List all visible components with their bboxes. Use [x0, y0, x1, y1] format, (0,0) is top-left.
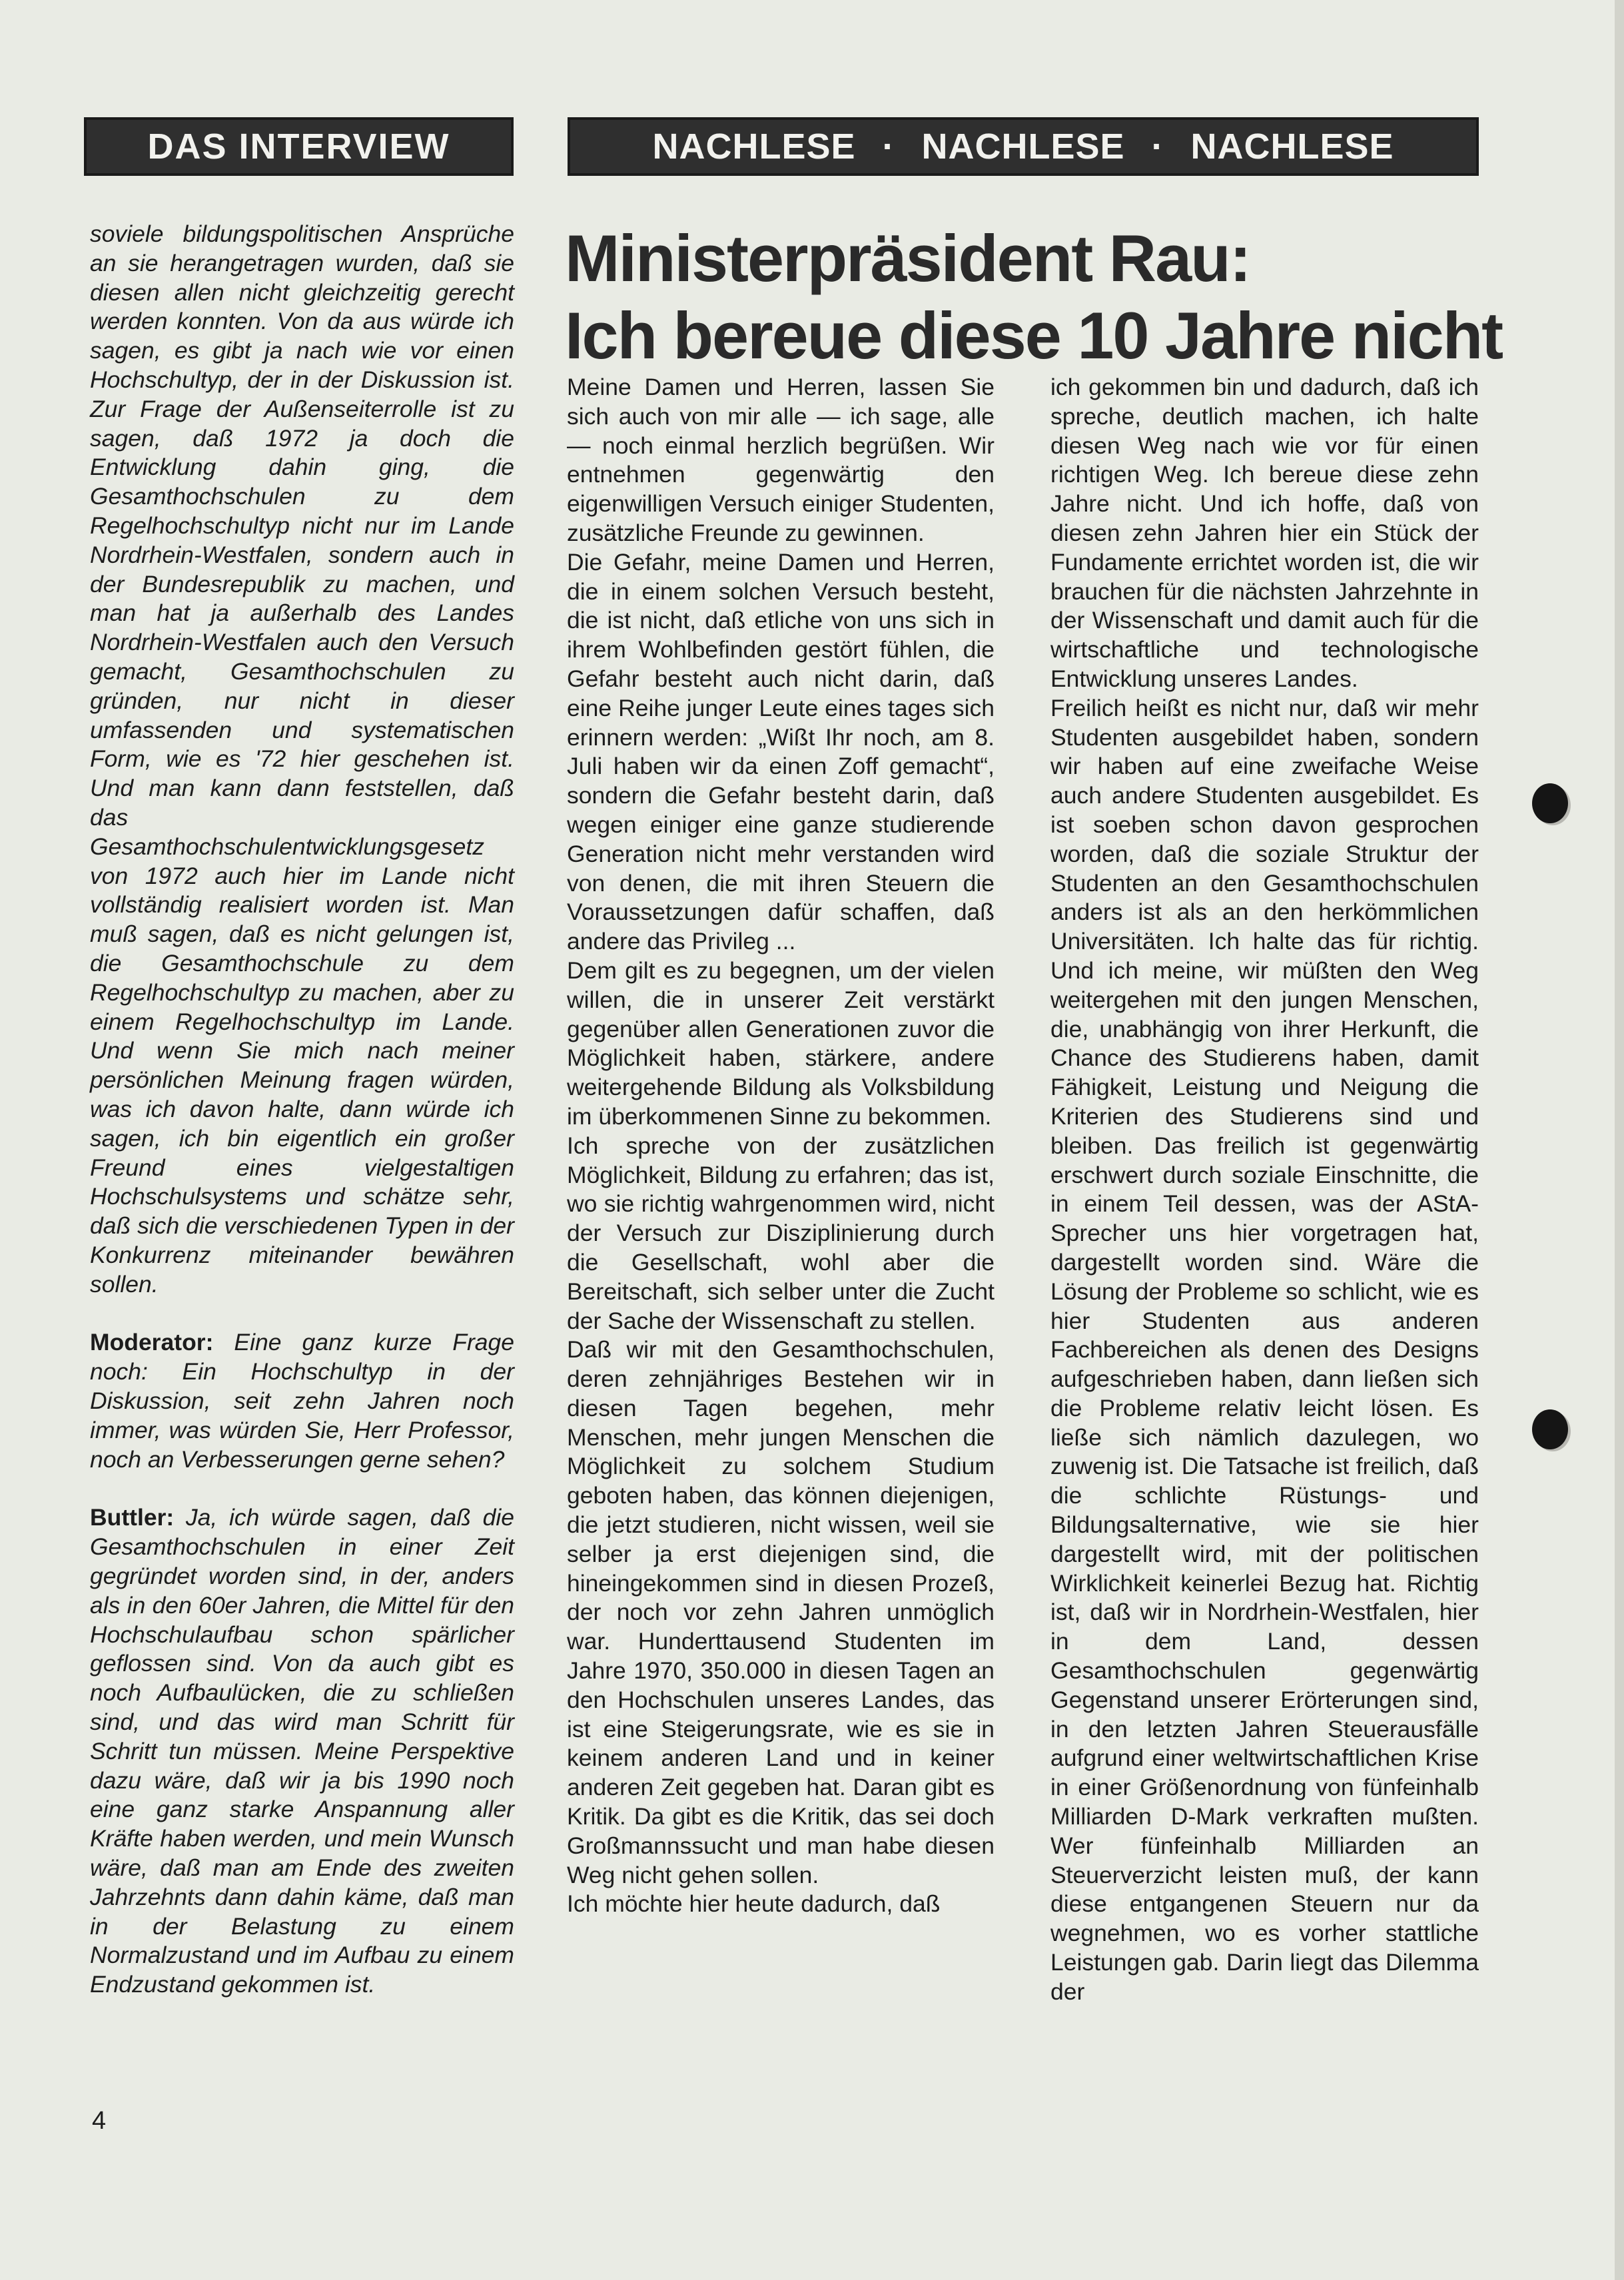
section-banner-interview: DAS INTERVIEW: [84, 117, 514, 176]
speech-column-right: [1050, 373, 1479, 2007]
speaker-label: Buttler:: [90, 1504, 175, 1531]
buttler-text: Ja, ich würde sagen, daß die Gesamthochschulen in einer Zeit gegründet worden sind, in der, anders als in den 60er Jahren, die Mittel für den Hochschulaufbau schon spärlicher geflossen sind. Von da auch gibt es noch Aufbaulücken, die zu schließen sind, und das wird man Schritt für Schritt tun müssen. Meine Perspektive dazu wäre, daß wir ja bis 1990 noch eine ganz starke Anspannung aller Kräfte haben werden, und mein Wunsch wäre, daß man am Ende des zweiten Jahrzehnts dann dahin käme, daß man in der Belastung zu einem Normalzustand und im Aufbau zu einem Endzustand gekommen ist.: [90, 1504, 514, 1998]
page-edge: [1615, 0, 1624, 2280]
punch-hole: [1532, 783, 1568, 823]
article-headline: [565, 220, 1503, 374]
section-banner-nachlese: [568, 117, 1479, 176]
moderator-text: Eine ganz kurze Frage noch: Ein Hochschultyp in der Diskussion, seit zehn Jahren noch immer, was würden Sie, Herr Professor, noch an Verbesserungen gerne sehen?: [90, 1329, 514, 1473]
speech-paragraph: Dem gilt es zu begegnen, um der vielen willen, die in unserer Zeit verstärkt gegenüber allen Generationen zuvor die Möglichkeit haben, stärkere, andere weitergehende Bildung als Volksbildung im überkommenen Sinne zu bekommen.: [567, 956, 995, 1130]
banner-word: NACHLESE: [652, 127, 856, 167]
speech-paragraph: Ich spreche von der zusätzlichen Möglichkeit, Bildung zu erfahren; das ist, wo sie richtig wahrgenommen wird, nicht der Versuch zur Disziplinierung durch die Gesellschaft, wohl aber die Bereitschaft, sich selber unter die Zucht der Sache der Wissenschaft zu stellen.: [567, 1132, 995, 1334]
interview-column: [90, 220, 514, 2000]
speaker-label: Moderator:: [90, 1329, 214, 1356]
banner-separator: ·: [882, 127, 895, 167]
moderator-question: [90, 1328, 514, 1474]
speech-paragraph: Die Gefahr, meine Damen und Herren, die in einem solchen Versuch besteht, die ist nicht, daß etliche von uns sich in ihrem Wohlbefinden gestört fühlen, die Gefahr besteht auch nicht darin, daß eine Reihe junger Leute eines tages sich erinnern werden: „Wißt Ihr noch, am 8. Juli haben wir da einen Zoff gemacht“, sondern die Gefahr besteht darin, daß wegen einiger eine ganze studierende Generation nicht mehr verstanden wird von denen, die mit ihren Steuern die Voraussetzungen dafür schaffen, daß andere das Privileg ...: [567, 548, 995, 955]
buttler-answer: [90, 1503, 514, 2000]
interview-paragraph: soviele bildungspolitischen Ansprüche an sie herangetragen wurden, daß sie diesen allen nicht gleichzeitig gerecht werden konnten. Von da aus würde ich sagen, es gibt ja nach wie vor einen Hochschultyp, der in der Diskussion ist. Zur Frage der Außenseiterrolle ist zu sagen, daß 1972 ja doch die Entwicklung dahin ging, die Gesamthochschulen zu dem Regelhochschultyp nicht nur im Lande Nordrhein-Westfalen, sondern auch in der Bundesrepublik zu machen, und man hat ja außerhalb des Landes Nordrhein-Westfalen auch den Versuch gemacht, Gesamthochschulen zu gründen, nur nicht in dieser umfassenden und systematischen Form, wie es '72 hier geschehen ist. Und man kann dann feststellen, daß das Gesamthochschulentwicklungsgesetz von 1972 auch hier im Lande nicht vollständig realisiert worden ist. Man muß sagen, daß es nicht gelungen ist, die Gesamthochschule zu dem Regelhochschultyp zu machen, aber zu einem Regelhochschultyp im Lande. Und wenn Sie mich nach meiner persönlichen Meinung fragen würden, was ich davon halte, dann würde ich sagen, ich bin eigentlich ein großer Freund eines vielgestaltigen Hochschulsystems und schätze sehr, daß sich die verschiedenen Typen in der Konkurrenz miteinander bewähren sollen.: [90, 220, 514, 1298]
speech-paragraph: ich gekommen bin und dadurch, daß ich spreche, deutlich machen, ich halte diesen Weg nach wie vor für einen richtigen Weg. Ich bereue diese zehn Jahre nicht. Und ich hoffe, daß von diesen zehn Jahren hier ein Stück der Fundamente errichtet worden ist, die wir brauchen für die nächsten Jahrzehnte in der Wissenschaft und damit auch für die wirtschaftliche und technologische Entwicklung unseres Landes.: [1050, 374, 1479, 692]
headline-line-2: Ich bereue diese 10 Jahre nicht: [565, 298, 1503, 372]
speech-paragraph: Daß wir mit den Gesamthochschulen, deren zehnjähriges Bestehen wir in diesen Tagen begehen, mehr Menschen, mehr jungen Menschen die Möglichkeit zu solchem Studium geboten haben, das können diejenigen, die jetzt studieren, nicht wissen, weil sie selber ja erst diejenigen sind, die hineingekommen sind in diesen Prozeß, der noch vor zehn Jahren unmöglich war. Hunderttausend Studenten im Jahre 1970, 350.000 in diesen Tagen an den Hochschulen unseres Landes, das ist eine Steigerungsrate, wie es sie in keinem anderen Land und in keiner anderen Zeit gegeben hat. Daran gibt es Kritik. Da gibt es die Kritik, das sei doch Großmannssucht und man habe diesen Weg nicht gehen sollen.: [567, 1336, 995, 1888]
headline-line-1: Ministerpräsident Rau:: [565, 221, 1250, 295]
punch-hole: [1532, 1409, 1568, 1449]
speech-paragraph: Freilich heißt es nicht nur, daß wir mehr Studenten ausgebildet haben, sondern wir haben auf eine zweifache Weise auch andere Studenten ausgebildet. Es ist soeben schon davon gesprochen worden, daß die soziale Struktur der Studenten an den Gesamthochschulen anders ist als an den herkömmlichen Universitäten. Ich halte das für richtig. Und ich meine, wir müßten den Weg weitergehen mit den jungen Menschen, die, unabhängig von ihrer Herkunft, die Chance des Studierens haben, damit Fähigkeit, Leistung und Neigung die Kriterien des Studierens sind und bleiben. Das freilich ist gegenwärtig erschwert durch soziale Einschnitte, die in einem Teil dessen, was der AStA-Sprecher uns hier vorgetragen hat, dargestellt worden sind. Wäre die Lösung der Probleme so schlicht, wie es hier Studenten aus anderen Fachbereichen als denen des Designs aufgeschrieben haben, dann ließen sich die Probleme relativ leicht lösen. Es ließe sich nämlich dazulegen, wo zuwenig ist. Die Tatsache ist freilich, daß die schlichte Rüstungs- und Bildungsalternative, wie sie hier dargestellt wird, mit der politischen Wirklichkeit keinerlei Bezug hat. Richtig ist, daß wir in Nordrhein-Westfalen, hier in dem Land, dessen Gesamthochschulen gegenwärtig Gegenstand unserer Erörterungen sind, in den letzten Jahren Steuerausfälle aufgrund einer weltwirtschaftlichen Krise in einer Größenordnung von fünfeinhalb Milliarden D-Mark verkraften mußten. Wer fünfeinhalb Milliarden an Steuerverzicht leisten muß, der kann diese entgangenen Steuern nur da wegnehmen, wo es vorher stattliche Leistungen gab. Darin liegt das Dilemma der: [1050, 694, 1479, 2005]
page-number: 4: [92, 2107, 107, 2135]
speech-paragraph: Ich möchte hier heute dadurch, daß: [567, 1890, 941, 1918]
banner-word: NACHLESE: [921, 127, 1125, 167]
speech-column-middle: [567, 373, 995, 1919]
banner-word: NACHLESE: [1190, 127, 1394, 167]
speech-paragraph: Meine Damen und Herren, lassen Sie sich auch von mir alle — ich sage, alle — noch einmal herzlich begrüßen. Wir entnehmen gegenwärtig den eigenwilligen Versuch einiger Studenten, zusätzliche Freunde zu gewinnen.: [567, 374, 995, 546]
banner-separator: ·: [1151, 127, 1164, 167]
